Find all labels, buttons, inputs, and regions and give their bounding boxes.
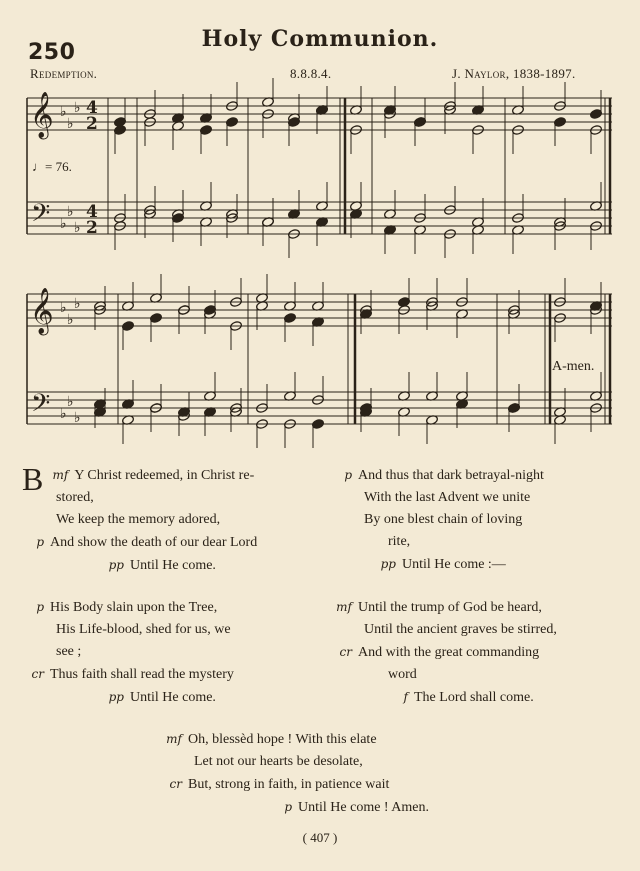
flat-sign: ♭ <box>67 312 74 328</box>
dynamic-mark: f <box>403 690 408 704</box>
verse-line <box>22 531 322 554</box>
verse-4 <box>330 596 620 709</box>
verse-text: Oh, blessèd hope ! With this elate <box>188 732 377 747</box>
time-signature: 4 <box>86 202 98 222</box>
treble-clef: 𝄞 <box>30 92 54 138</box>
flat-sign: ♭ <box>60 216 67 232</box>
verse-line <box>22 686 322 709</box>
verse-line <box>160 796 500 819</box>
verse-text: see ; <box>56 644 82 659</box>
time-signature: 2 <box>86 114 98 134</box>
verse-text: By one blest chain of loving <box>364 512 523 527</box>
time-signature: 2 <box>86 218 98 238</box>
verse-text: And thus that dark betrayal-night <box>358 468 544 483</box>
dynamic-mark: pp <box>108 558 124 572</box>
verse-line <box>160 728 500 751</box>
verse-5 <box>160 728 500 819</box>
page-number: ( 407 ) <box>302 830 338 845</box>
dynamic-mark: p <box>36 600 44 614</box>
verse-line <box>330 464 620 487</box>
verse-text: We keep the memory adored, <box>56 512 221 527</box>
flat-sign: ♭ <box>60 300 67 316</box>
tune-name: Redemption. <box>30 66 98 81</box>
verse-line <box>330 641 620 664</box>
flat-sign: ♭ <box>60 104 67 120</box>
verse-text: Y Christ redeemed, in Christ re- <box>74 468 255 483</box>
time-signature: 4 <box>86 98 98 118</box>
dynamic-mark: p <box>284 800 292 814</box>
flat-sign: ♭ <box>74 410 81 426</box>
verse-line <box>330 664 620 686</box>
hymn-number: 250 <box>28 40 76 65</box>
verse-line <box>22 641 322 663</box>
verse-text: Until He come. <box>130 690 216 705</box>
drop-cap: B <box>22 461 44 497</box>
verse-text: With the last Advent we unite <box>364 490 531 505</box>
hymn-title: Holy Communion. <box>201 26 439 52</box>
amen-label: A-men. <box>552 359 595 374</box>
verse-line <box>330 509 620 531</box>
verse-text: rite, <box>388 534 411 549</box>
verse-line <box>330 487 620 509</box>
verse-text: Until He come. <box>130 558 216 573</box>
verse-text: And with the great commanding <box>358 645 540 660</box>
dynamic-mark: cr <box>31 667 44 681</box>
verse-line <box>330 531 620 553</box>
verse-line <box>330 596 620 619</box>
verse-text: word <box>388 667 417 682</box>
verse-line <box>22 596 322 619</box>
dynamic-mark: mf <box>52 468 69 482</box>
verse-line <box>22 663 322 686</box>
dynamic-mark: cr <box>339 645 352 659</box>
verse-text: His Life-blood, shed for us, we <box>56 622 231 637</box>
flat-sign: ♭ <box>74 296 81 312</box>
verse-text: Until the trump of God be heard, <box>358 600 542 615</box>
verse-line <box>330 686 620 709</box>
treble-clef: 𝄞 <box>30 288 54 334</box>
verse-line <box>22 461 322 497</box>
verse-text: Let not our hearts be desolate, <box>194 754 363 769</box>
verse-text: His Body slain upon the Tree, <box>50 600 218 615</box>
flat-sign: ♭ <box>60 406 67 422</box>
verse-text: stored, <box>56 490 94 505</box>
dynamic-mark: mf <box>166 732 182 746</box>
dynamic-mark: p <box>36 535 44 549</box>
clefs <box>30 92 98 426</box>
flat-sign: ♭ <box>67 204 74 220</box>
verse-line <box>160 751 500 773</box>
tempo-marking: ♩= 76. <box>32 159 72 174</box>
verse-1 <box>22 461 322 577</box>
dynamic-mark: pp <box>108 690 124 704</box>
bass-clef: 𝄢 <box>31 389 51 424</box>
verse-text: Until He come :— <box>402 557 506 572</box>
barlines <box>27 98 610 424</box>
verse-line <box>22 487 322 509</box>
verse-line <box>330 553 620 576</box>
bass-clef: 𝄢 <box>31 199 51 234</box>
verse-text: Thus faith shall read the mystery <box>50 667 234 682</box>
meter: 8.8.8.4. <box>290 66 332 81</box>
verse-3 <box>330 464 620 576</box>
dynamic-mark: p <box>344 468 352 482</box>
flat-sign: ♭ <box>74 220 81 236</box>
verse-text: Until He come ! Amen. <box>298 800 430 815</box>
dynamic-mark: cr <box>169 777 182 791</box>
verse-line <box>160 773 500 796</box>
composer: J. Naylor, 1838-1897. <box>452 66 576 81</box>
flat-sign: ♭ <box>74 100 81 116</box>
verse-line <box>330 619 620 641</box>
flat-sign: ♭ <box>67 394 74 410</box>
verse-text: The Lord shall come. <box>414 690 534 705</box>
verse-text: And show the death of our dear Lord <box>50 535 258 550</box>
verse-line <box>22 554 322 577</box>
dynamic-mark: pp <box>380 557 396 571</box>
dynamic-mark: mf <box>336 600 352 614</box>
verse-line <box>22 619 322 641</box>
verse-line <box>22 509 322 531</box>
verse-text: But, strong in faith, in patience wait <box>188 777 390 792</box>
flat-sign: ♭ <box>67 116 74 132</box>
verse-2 <box>22 596 322 709</box>
verse-text: Until the ancient graves be stirred, <box>364 622 557 637</box>
